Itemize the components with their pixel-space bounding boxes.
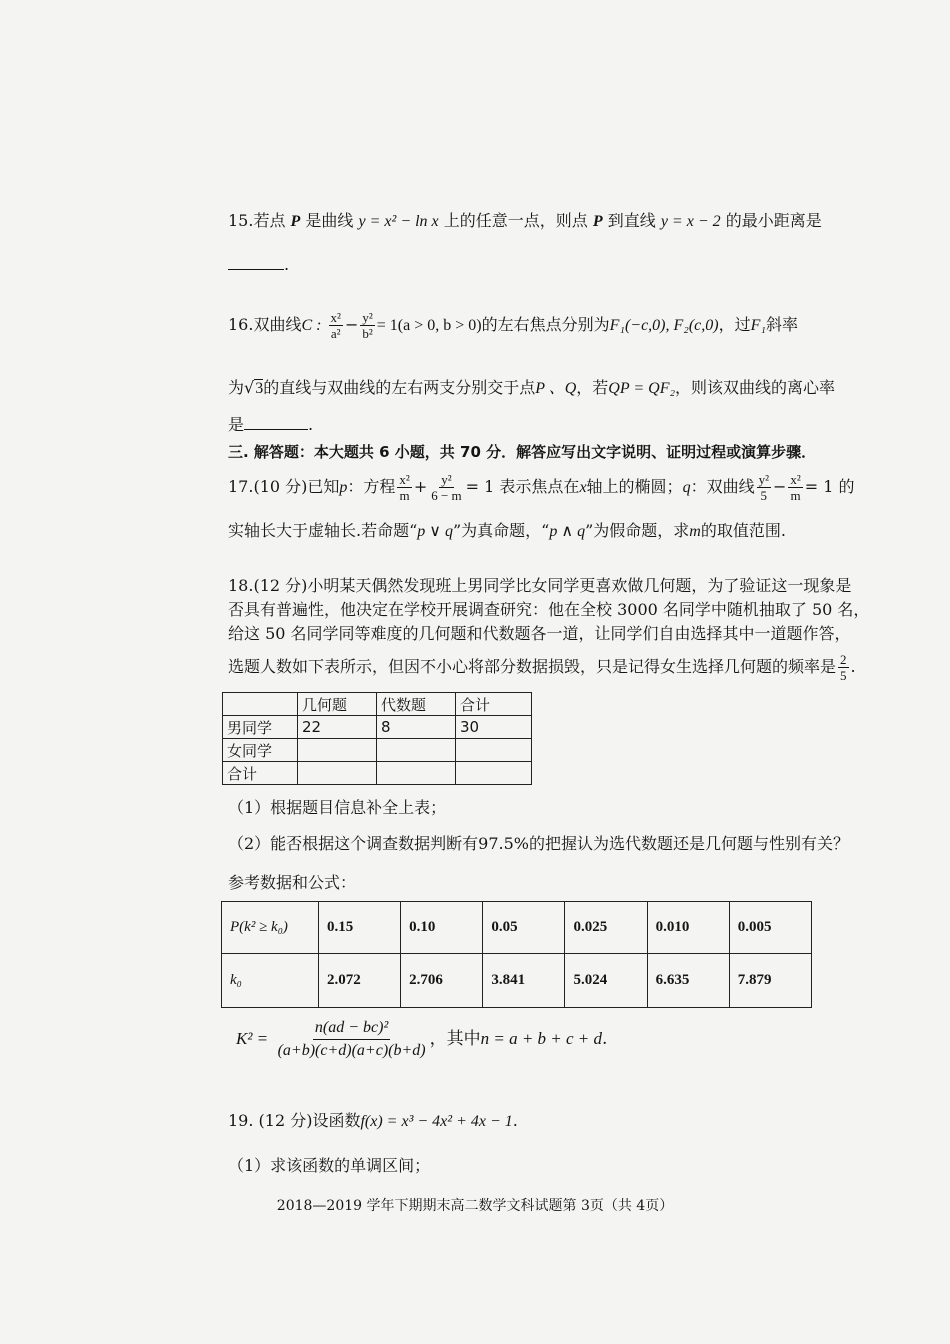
q17-x: x: [579, 479, 587, 496]
q17-m-b: m: [790, 488, 801, 503]
q17-por: p ∨ q: [417, 523, 453, 540]
table-cell: 合计: [456, 693, 532, 716]
q17-text-b: = 1 表示焦点在: [465, 477, 580, 496]
table-cell: 2.072: [319, 954, 401, 1008]
q16-frac-y: [360, 310, 374, 341]
q18-frac: [838, 652, 849, 683]
q16-eq: QP = QF₂: [608, 380, 676, 397]
q16-line2-d: ，则该双曲线的离心率: [675, 378, 836, 397]
q17-frac-y2: [757, 472, 771, 503]
q16-line2-b: 的直线与双曲线的左右两支分别交于点: [263, 378, 536, 397]
q17-x2-b: x²: [790, 472, 801, 487]
q17-line2-d: 的取值范围.: [700, 521, 786, 540]
q19-lead: 19. (12 分)设函数: [228, 1111, 361, 1130]
q15-text-d: 到直线: [602, 211, 661, 230]
q16-line-2: 为√3的直线与双曲线的左右两支分别交于点P 、Q，若QP = QF₂，则该双曲线的离心率: [228, 378, 836, 397]
table-cell: [456, 739, 532, 762]
q18-frac-den: 5: [840, 668, 847, 683]
formula-frac: [276, 1017, 428, 1062]
table-cell: 男同学: [223, 716, 298, 739]
q16-f1: F₁: [750, 317, 766, 334]
q18-period: .: [850, 657, 856, 676]
q19-end: .: [512, 1111, 518, 1130]
q18-ref-label: 参考数据和公式：: [228, 873, 357, 892]
table-cell: 0.025: [565, 902, 647, 954]
q15-text-c: 上的任意一点，则点: [438, 211, 593, 230]
q16-frac-x: [329, 310, 343, 341]
q16-pq: P 、Q: [535, 380, 577, 397]
table-cell: [223, 693, 298, 716]
q17-line2-c: ”为假命题，求: [585, 521, 690, 540]
q15-curve: y = x² − ln x: [358, 213, 439, 230]
table-row: [223, 693, 532, 716]
q17-frac-x: [397, 472, 411, 503]
table-row: [223, 716, 532, 739]
table-cell: 女同学: [223, 739, 298, 762]
q15-text-e: 的最小距离是: [720, 211, 822, 230]
q15-line: [228, 210, 822, 233]
q16-sqrt3: 3: [255, 380, 264, 397]
q18-line-2: 否具有普遍性，他决定在学校开展调查研究：他在全校 3000 名同学中随机抽取了 50 名，: [228, 600, 870, 619]
formula-den: (a+b)(c+d)(a+c)(b+d): [277, 1042, 426, 1059]
table-cell: [298, 739, 377, 762]
table-cell: 2.706: [401, 954, 483, 1008]
q16-lead: 16.双曲线: [228, 315, 302, 334]
table-row: [222, 954, 812, 1008]
q18-sub-1: （1）根据题目信息补全上表；: [228, 798, 447, 817]
q16-b2: b²: [362, 326, 373, 341]
q16-line-1: 16.双曲线C : $\frac{\text{x²}}{\text{a²}}$ − $\frac{\text{y²}}{\text{b²}}$ = 1(a > 0, b > 0)的左右焦点分别为F₁(−c,0), F₂(c,0)，过F₁斜率: [228, 310, 798, 341]
q15-line-eq: y = x − 2: [660, 213, 721, 230]
section-3-heading: 三. 解答题：本大题共 6 小题，共 70 分．解答应写出文字说明、证明过程或演算步骤．: [228, 443, 817, 461]
q17-x2: x²: [399, 472, 410, 487]
q16-line2-a: 为: [228, 378, 245, 397]
table-cell: 几何题: [298, 693, 377, 716]
q16-line-3: 是 .: [228, 415, 314, 434]
q17-five: 5: [760, 488, 768, 503]
q15-answer-blank: .: [228, 254, 289, 276]
q15-text-b: 是曲线: [300, 211, 359, 230]
q19-sub-1: （1）求该函数的单调区间；: [228, 1156, 431, 1175]
q17-y2: y²: [441, 472, 452, 487]
table-cell: 30: [456, 716, 532, 739]
table-cell: 0.10: [401, 902, 483, 954]
formula-end: .: [602, 1029, 608, 1049]
table-cell: 6.635: [647, 954, 729, 1008]
q17-line2-b: ”为真命题，“: [453, 521, 550, 540]
q18-line-3: 给这 50 名同学同等难度的几何题和代数题各一道，让同学们自由选择其中一道题作答，: [228, 624, 851, 643]
formula-num: n(ad − bc)²: [313, 1017, 390, 1040]
table-cell: 0.15: [319, 902, 401, 954]
table-row: [222, 902, 812, 954]
chi-square-formula: [236, 1015, 607, 1063]
q16-x2: x²: [330, 310, 341, 325]
q17-pand: p ∧ q: [549, 523, 586, 540]
table-cell: P(k² ≥ k₀): [222, 902, 319, 954]
q17-m: m: [399, 488, 410, 503]
q18-frac-num: 2: [840, 652, 847, 667]
q16-text-a: 的左右焦点分别为: [481, 315, 610, 334]
q17-lead: 17.(10 分)已知: [228, 477, 340, 496]
q17-y2-b: y²: [758, 472, 769, 487]
q19-line-1: [228, 1110, 518, 1133]
q16-c-label: C :: [301, 317, 322, 334]
q18-line-4: [228, 652, 856, 683]
q16-foci: F₁(−c,0), F₂(c,0): [609, 317, 719, 334]
formula-tail: ，其中: [429, 1029, 481, 1049]
table-cell: 7.879: [729, 954, 811, 1008]
table-cell: 合计: [223, 762, 298, 785]
q17-m-var: m: [689, 523, 701, 540]
table-row: [223, 739, 532, 762]
q17-line-1: 17.(10 分)已知p：方程 $\frac{\text{x²}}{m}$ + $\frac{\text{y²}}{6 - m}$ = 1 表示焦点在x轴上的椭圆；q：双曲线 $\frac{\text{y²}}{5}$ − $\frac{\text{x²}}{m}$ = 1 的: [228, 472, 855, 503]
table-cell: 22: [298, 716, 377, 739]
formula-n: n = a + b + c + d: [480, 1029, 603, 1048]
table-cell: k₀: [222, 954, 319, 1008]
table-cell: [377, 762, 456, 785]
table-cell: 0.05: [483, 902, 565, 954]
q18-line-4-text: 选题人数如下表所示，但因不小心将部分数据损毁，只是记得女生选择几何题的频率是: [228, 657, 837, 676]
q17-line-2: [228, 520, 786, 543]
q16-line2-c: ，若: [576, 378, 609, 397]
table-cell: 0.010: [647, 902, 729, 954]
table-cell: 5.024: [565, 954, 647, 1008]
q17-text-d: ：双曲线: [690, 477, 755, 496]
table-cell: 3.841: [483, 954, 565, 1008]
q15-point-p-2: P: [592, 213, 603, 230]
table-row: [223, 762, 532, 785]
table-cell: 8: [377, 716, 456, 739]
q17-frac-y: [429, 472, 463, 503]
q18-line-1: 18.(12 分)小明某天偶然发现班上男同学比女同学更喜欢做几何题，为了验证这一现象是: [228, 576, 852, 595]
q17-q: q: [682, 479, 691, 496]
reference-table: [221, 901, 812, 1008]
q17-six-m: 6 − m: [431, 488, 462, 503]
formula-lhs: K² =: [236, 1029, 269, 1048]
q17-text-e: = 1 的: [804, 477, 855, 496]
q16-a2: a²: [330, 326, 341, 341]
q17-p: p: [339, 479, 348, 496]
page-footer: 2018—2019 学年下期期末高二数学文科试题第 3页（共 4页）: [276, 1198, 674, 1214]
table-cell: [456, 762, 532, 785]
q17-frac-x2: [788, 472, 802, 503]
table-cell: 代数题: [377, 693, 456, 716]
q15-point-p: P: [290, 213, 301, 230]
table-cell: 0.005: [729, 902, 811, 954]
q16-text-b: ，过: [718, 315, 751, 334]
q17-text-c: 轴上的椭圆；: [586, 477, 683, 496]
q16-y2: y²: [362, 310, 373, 325]
survey-table: [222, 692, 532, 785]
q17-text-a: ：方程: [347, 477, 396, 496]
q16-line3: 是: [228, 415, 245, 434]
q18-sub-2: （2）能否根据这个调查数据判断有97.5%的把握认为选代数题还是几何题与性别有关？: [228, 834, 850, 853]
q16-cond: = 1(a > 0, b > 0): [376, 317, 482, 334]
q19-func: f(x) = x³ − 4x² + 4x − 1: [360, 1113, 513, 1130]
table-cell: [377, 739, 456, 762]
q17-line2-a: 实轴长大于虚轴长.若命题“: [228, 521, 418, 540]
table-cell: [298, 762, 377, 785]
q15-text-a: 15.若点: [228, 211, 291, 230]
q16-text-c: 斜率: [765, 315, 798, 334]
